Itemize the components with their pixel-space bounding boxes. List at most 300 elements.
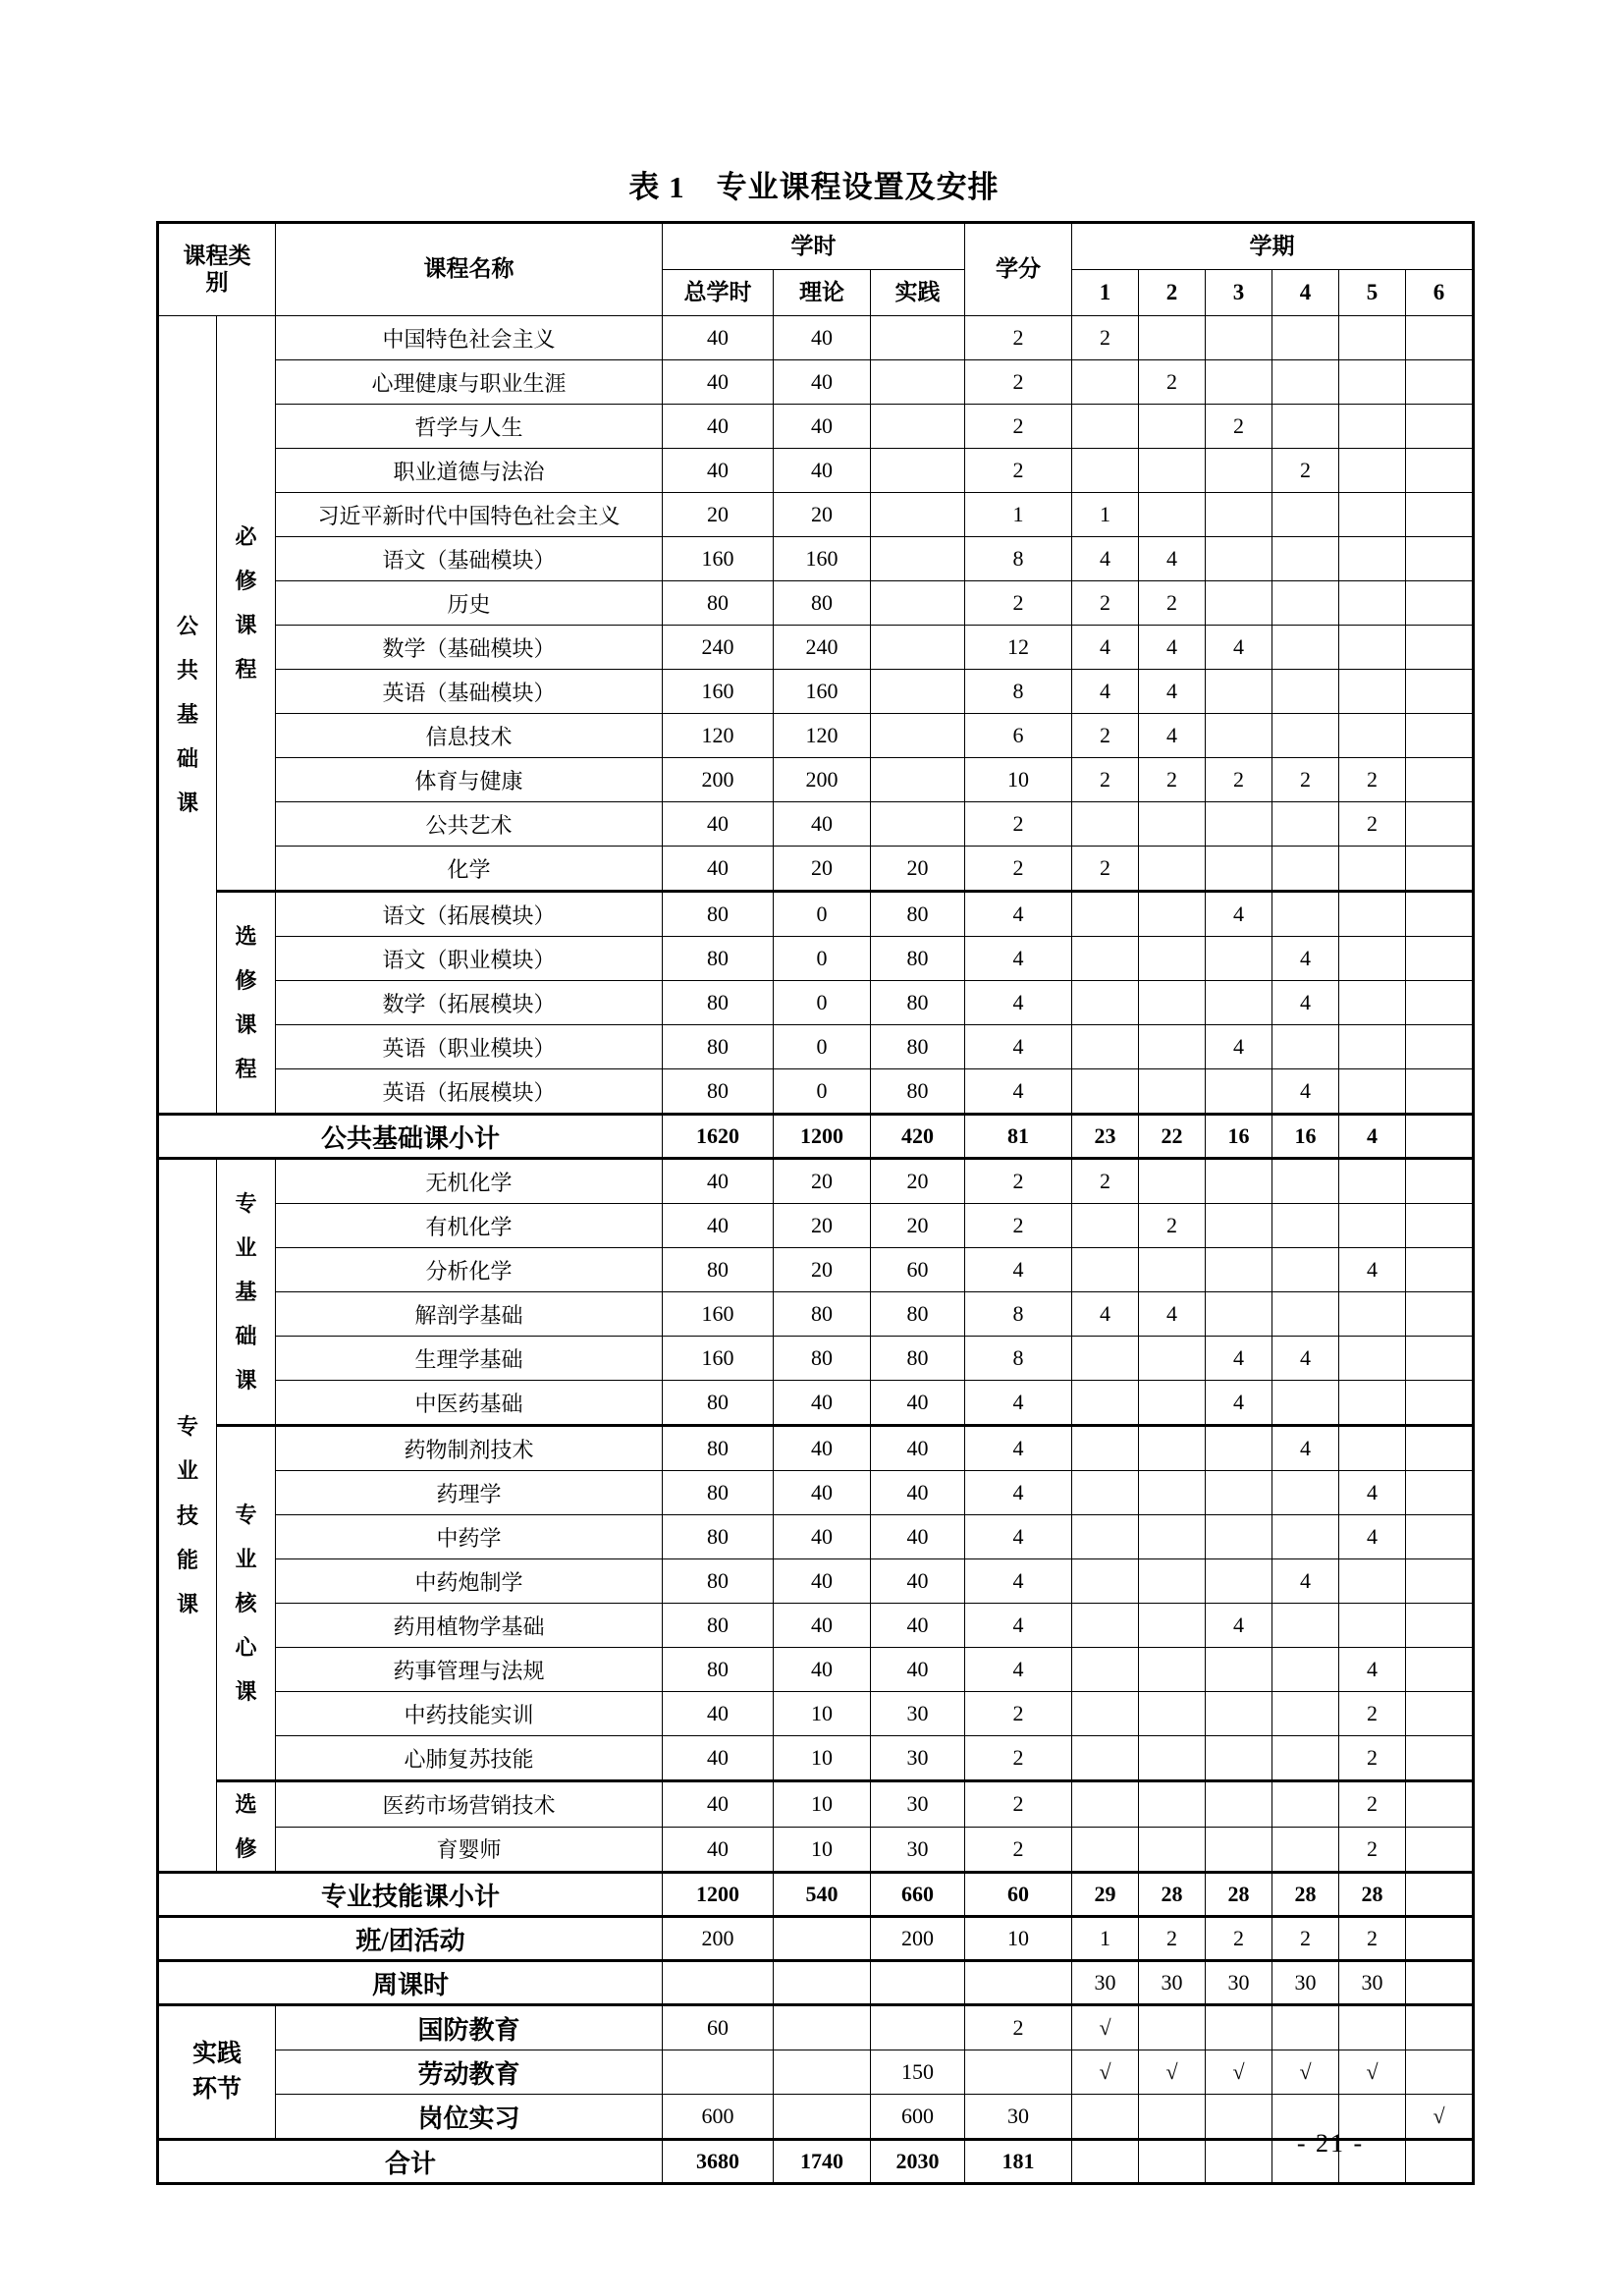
table-row xyxy=(158,1604,1474,1648)
semester-cell: 2 xyxy=(1139,1204,1206,1248)
semester-cell xyxy=(1072,1648,1139,1692)
semester-cell xyxy=(1206,1827,1272,1873)
semester-cell: 2 xyxy=(1139,758,1206,802)
semester-cell xyxy=(1406,405,1474,449)
practice-hours-cell xyxy=(871,537,965,581)
semester-cell xyxy=(1206,316,1272,360)
semester-cell xyxy=(1339,1025,1406,1069)
semester-cell: 4 xyxy=(1072,626,1139,670)
practice-hours-cell xyxy=(871,1961,965,2005)
semester-cell xyxy=(1339,537,1406,581)
course-name-cell: 心肺复苏技能 xyxy=(276,1736,663,1781)
practice-hours-cell: 80 xyxy=(871,1069,965,1115)
semester-cell: 2 xyxy=(1206,405,1272,449)
table-row xyxy=(158,1069,1474,1115)
semester-cell xyxy=(1206,1471,1272,1515)
semester-cell xyxy=(1206,1648,1272,1692)
total-hours-cell: 240 xyxy=(663,626,774,670)
semester-cell xyxy=(1339,316,1406,360)
semester-cell: 4 xyxy=(1206,1381,1272,1426)
semester-cell xyxy=(1272,626,1339,670)
course-name-cell: 分析化学 xyxy=(276,1248,663,1292)
total-hours-cell: 80 xyxy=(663,1559,774,1604)
course-name-cell: 劳动教育 xyxy=(276,2050,663,2095)
semester-cell xyxy=(1339,1559,1406,1604)
credits-cell: 2 xyxy=(965,581,1072,626)
semester-cell xyxy=(1072,405,1139,449)
credits-cell: 81 xyxy=(965,1115,1072,1159)
course-name-cell: 语文（拓展模块） xyxy=(276,892,663,937)
total-hours-cell xyxy=(663,2050,774,2095)
credits-cell: 2 xyxy=(965,847,1072,892)
credits-cell: 4 xyxy=(965,1248,1072,1292)
total-hours-cell: 160 xyxy=(663,1292,774,1337)
semester-cell xyxy=(1272,360,1339,405)
semester-cell: 2 xyxy=(1072,581,1139,626)
total-hours-cell xyxy=(663,1961,774,2005)
table-row xyxy=(158,1736,1474,1781)
semester-cell: 4 xyxy=(1139,714,1206,758)
semester-cell xyxy=(1139,1515,1206,1559)
semester-cell: 30 xyxy=(1272,1961,1339,2005)
semester-cell: 4 xyxy=(1339,1115,1406,1159)
total-hours-cell: 1620 xyxy=(663,1115,774,1159)
practice-hours-cell xyxy=(871,493,965,537)
credits-cell: 6 xyxy=(965,714,1072,758)
total-hours-cell: 80 xyxy=(663,937,774,981)
semester-cell xyxy=(1406,360,1474,405)
credits-cell: 8 xyxy=(965,1292,1072,1337)
semester-cell xyxy=(1072,2140,1139,2184)
header-hours: 学时 xyxy=(663,223,965,270)
semester-cell: 23 xyxy=(1072,1115,1139,1159)
course-name-cell: 班/团活动 xyxy=(158,1917,663,1961)
credits-cell: 4 xyxy=(965,1559,1072,1604)
semester-cell xyxy=(1072,1781,1139,1828)
semester-cell xyxy=(1406,981,1474,1025)
credits-cell: 2 xyxy=(965,1736,1072,1781)
theory-hours-cell: 1200 xyxy=(774,1115,871,1159)
credits-cell: 4 xyxy=(965,1648,1072,1692)
header-semester-3: 3 xyxy=(1206,270,1272,316)
credits-cell: 4 xyxy=(965,1381,1072,1426)
semester-cell: 2 xyxy=(1072,1159,1139,1204)
semester-cell xyxy=(1272,1292,1339,1337)
header-row-1 xyxy=(158,223,1474,270)
practice-hours-cell xyxy=(871,758,965,802)
semester-cell: 4 xyxy=(1139,1292,1206,1337)
practice-hours-cell: 40 xyxy=(871,1426,965,1471)
practice-hours-cell: 420 xyxy=(871,1115,965,1159)
semester-cell: 2 xyxy=(1339,802,1406,847)
semester-cell xyxy=(1072,892,1139,937)
semester-cell xyxy=(1206,537,1272,581)
table-row xyxy=(158,405,1474,449)
theory-hours-cell: 40 xyxy=(774,1381,871,1426)
semester-cell xyxy=(1139,1159,1206,1204)
semester-cell: √ xyxy=(1072,2050,1139,2095)
category-cell: 必 修 课 程 xyxy=(217,316,276,892)
total-hours-cell: 160 xyxy=(663,1337,774,1381)
theory-hours-cell: 40 xyxy=(774,1515,871,1559)
table-row xyxy=(158,1471,1474,1515)
theory-hours-cell: 1740 xyxy=(774,2140,871,2184)
theory-hours-cell: 0 xyxy=(774,892,871,937)
semester-cell xyxy=(1272,1025,1339,1069)
semester-cell xyxy=(1406,1115,1474,1159)
total-hours-cell: 80 xyxy=(663,981,774,1025)
table-row xyxy=(158,1827,1474,1873)
semester-cell xyxy=(1406,1515,1474,1559)
theory-hours-cell xyxy=(774,2050,871,2095)
semester-cell xyxy=(1272,1736,1339,1781)
table-row xyxy=(158,714,1474,758)
semester-cell xyxy=(1339,670,1406,714)
practice-hours-cell: 200 xyxy=(871,1917,965,1961)
semester-cell xyxy=(1272,1515,1339,1559)
semester-cell: 4 xyxy=(1072,670,1139,714)
table-row xyxy=(158,1648,1474,1692)
semester-cell xyxy=(1406,670,1474,714)
semester-cell xyxy=(1139,1781,1206,1828)
table-row xyxy=(158,493,1474,537)
total-hours-cell: 80 xyxy=(663,1025,774,1069)
table-row xyxy=(158,1292,1474,1337)
table-row xyxy=(158,758,1474,802)
course-name-cell: 合计 xyxy=(158,2140,663,2184)
semester-cell xyxy=(1406,1559,1474,1604)
semester-cell xyxy=(1272,2005,1339,2050)
semester-cell xyxy=(1139,405,1206,449)
total-hours-cell: 40 xyxy=(663,1827,774,1873)
course-name-cell: 药用植物学基础 xyxy=(276,1604,663,1648)
semester-cell xyxy=(1406,892,1474,937)
table-row xyxy=(158,316,1474,360)
semester-cell xyxy=(1139,1025,1206,1069)
credits-cell xyxy=(965,2050,1072,2095)
curriculum-table xyxy=(156,221,1475,2185)
semester-cell: 1 xyxy=(1072,493,1139,537)
semester-cell xyxy=(1339,1426,1406,1471)
table-row xyxy=(158,802,1474,847)
semester-cell: 4 xyxy=(1339,1648,1406,1692)
semester-cell: 2 xyxy=(1339,1736,1406,1781)
header-semester-5: 5 xyxy=(1339,270,1406,316)
header-credits: 学分 xyxy=(965,223,1072,316)
course-name-cell: 语文（基础模块） xyxy=(276,537,663,581)
semester-cell xyxy=(1206,802,1272,847)
semester-cell xyxy=(1406,714,1474,758)
table-row xyxy=(158,2005,1474,2050)
semester-cell xyxy=(1139,802,1206,847)
header-category: 课程类别 xyxy=(158,223,276,316)
semester-cell xyxy=(1206,670,1272,714)
semester-cell xyxy=(1406,1292,1474,1337)
total-hours-cell: 80 xyxy=(663,1515,774,1559)
semester-cell xyxy=(1406,1204,1474,1248)
semester-cell xyxy=(1272,316,1339,360)
table-row xyxy=(158,981,1474,1025)
table-row xyxy=(158,2050,1474,2095)
theory-hours-cell: 0 xyxy=(774,1025,871,1069)
semester-cell xyxy=(1139,1381,1206,1426)
semester-cell: 4 xyxy=(1139,670,1206,714)
theory-hours-cell: 80 xyxy=(774,1337,871,1381)
credits-cell: 2 xyxy=(965,360,1072,405)
semester-cell xyxy=(1072,449,1139,493)
semester-cell: √ xyxy=(1206,2050,1272,2095)
semester-cell: 2 xyxy=(1272,449,1339,493)
theory-hours-cell: 80 xyxy=(774,1292,871,1337)
semester-cell: 4 xyxy=(1272,1426,1339,1471)
semester-cell xyxy=(1072,360,1139,405)
semester-cell xyxy=(1139,892,1206,937)
credits-cell: 4 xyxy=(965,892,1072,937)
practice-hours-cell: 30 xyxy=(871,1692,965,1736)
course-name-cell: 国防教育 xyxy=(276,2005,663,2050)
semester-cell: √ xyxy=(1272,2050,1339,2095)
course-name-cell: 药理学 xyxy=(276,1471,663,1515)
semester-cell xyxy=(1406,537,1474,581)
total-hours-cell: 40 xyxy=(663,1204,774,1248)
semester-cell: 4 xyxy=(1139,626,1206,670)
page-number: - 21 - xyxy=(1296,2129,1365,2158)
semester-cell: 4 xyxy=(1272,937,1339,981)
credits-cell: 4 xyxy=(965,1471,1072,1515)
total-hours-cell: 3680 xyxy=(663,2140,774,2184)
course-name-cell: 周课时 xyxy=(158,1961,663,2005)
semester-cell xyxy=(1272,802,1339,847)
theory-hours-cell: 10 xyxy=(774,1781,871,1828)
semester-cell xyxy=(1072,1381,1139,1426)
practice-hours-cell: 20 xyxy=(871,1204,965,1248)
semester-cell xyxy=(1072,2095,1139,2140)
semester-cell xyxy=(1206,1559,1272,1604)
practice-hours-cell xyxy=(871,2005,965,2050)
course-name-cell: 语文（职业模块） xyxy=(276,937,663,981)
practice-hours-cell: 40 xyxy=(871,1515,965,1559)
semester-cell xyxy=(1206,1781,1272,1828)
semester-cell xyxy=(1406,1069,1474,1115)
table-row xyxy=(158,1426,1474,1471)
practice-hours-cell: 20 xyxy=(871,847,965,892)
semester-cell xyxy=(1406,1692,1474,1736)
semester-cell xyxy=(1406,802,1474,847)
total-hours-cell: 160 xyxy=(663,670,774,714)
semester-cell xyxy=(1272,1648,1339,1692)
semester-cell xyxy=(1206,2140,1272,2184)
semester-cell: 4 xyxy=(1339,1471,1406,1515)
semester-cell xyxy=(1339,405,1406,449)
header-semester-6: 6 xyxy=(1406,270,1474,316)
semester-cell xyxy=(1339,1604,1406,1648)
course-name-cell: 医药市场营销技术 xyxy=(276,1781,663,1828)
semester-cell xyxy=(1072,802,1139,847)
total-hours-cell: 40 xyxy=(663,1736,774,1781)
semester-cell: 2 xyxy=(1339,1692,1406,1736)
credits-cell: 12 xyxy=(965,626,1072,670)
semester-cell: 4 xyxy=(1072,1292,1139,1337)
category-cell: 选 修 xyxy=(217,1781,276,1873)
theory-hours-cell: 160 xyxy=(774,537,871,581)
semester-cell: 4 xyxy=(1206,1025,1272,1069)
semester-cell xyxy=(1139,1426,1206,1471)
semester-cell xyxy=(1406,2140,1474,2184)
semester-cell xyxy=(1072,1248,1139,1292)
credits-cell: 2 xyxy=(965,1204,1072,1248)
course-name-cell: 中国特色社会主义 xyxy=(276,316,663,360)
theory-hours-cell: 10 xyxy=(774,1827,871,1873)
practice-hours-cell xyxy=(871,449,965,493)
practice-hours-cell: 150 xyxy=(871,2050,965,2095)
semester-cell xyxy=(1072,1337,1139,1381)
header-practice-hours: 实践 xyxy=(871,270,965,316)
semester-cell xyxy=(1406,847,1474,892)
table-row xyxy=(158,1337,1474,1381)
semester-cell xyxy=(1139,316,1206,360)
semester-cell: 28 xyxy=(1206,1873,1272,1917)
semester-cell xyxy=(1406,1426,1474,1471)
header-semester-1: 1 xyxy=(1072,270,1139,316)
semester-cell xyxy=(1272,581,1339,626)
semester-cell xyxy=(1072,1604,1139,1648)
semester-cell xyxy=(1206,360,1272,405)
semester-cell xyxy=(1339,714,1406,758)
credits-cell: 2 xyxy=(965,1159,1072,1204)
total-hours-cell: 80 xyxy=(663,1069,774,1115)
credits-cell: 4 xyxy=(965,1515,1072,1559)
semester-cell: 4 xyxy=(1206,626,1272,670)
semester-cell xyxy=(1072,1426,1139,1471)
semester-cell xyxy=(1339,626,1406,670)
semester-cell: 4 xyxy=(1339,1248,1406,1292)
semester-cell: 28 xyxy=(1139,1873,1206,1917)
table-row xyxy=(158,449,1474,493)
semester-cell xyxy=(1072,981,1139,1025)
table-row xyxy=(158,1248,1474,1292)
semester-cell xyxy=(1272,1471,1339,1515)
table-row xyxy=(158,537,1474,581)
practice-hours-cell: 20 xyxy=(871,1159,965,1204)
theory-hours-cell: 20 xyxy=(774,493,871,537)
semester-cell xyxy=(1406,2050,1474,2095)
semester-cell xyxy=(1406,1961,1474,2005)
semester-cell xyxy=(1339,1069,1406,1115)
semester-cell: 22 xyxy=(1139,1115,1206,1159)
semester-cell xyxy=(1406,937,1474,981)
header-semester-4: 4 xyxy=(1272,270,1339,316)
semester-cell xyxy=(1272,1381,1339,1426)
total-hours-cell: 40 xyxy=(663,449,774,493)
theory-hours-cell: 40 xyxy=(774,405,871,449)
total-hours-cell: 80 xyxy=(663,1648,774,1692)
semester-cell xyxy=(1072,1827,1139,1873)
total-hours-cell: 40 xyxy=(663,1781,774,1828)
theory-hours-cell: 240 xyxy=(774,626,871,670)
semester-cell xyxy=(1339,1292,1406,1337)
semester-cell xyxy=(1339,937,1406,981)
credits-cell: 4 xyxy=(965,1604,1072,1648)
course-name-cell: 有机化学 xyxy=(276,1204,663,1248)
total-hours-cell: 40 xyxy=(663,360,774,405)
practice-hours-cell: 80 xyxy=(871,937,965,981)
semester-cell xyxy=(1406,1025,1474,1069)
total-hours-cell: 40 xyxy=(663,1159,774,1204)
semester-cell xyxy=(1139,1736,1206,1781)
semester-cell xyxy=(1206,1069,1272,1115)
total-hours-cell: 80 xyxy=(663,1381,774,1426)
semester-cell xyxy=(1072,1471,1139,1515)
semester-cell xyxy=(1206,1692,1272,1736)
semester-cell xyxy=(1139,1604,1206,1648)
course-name-cell: 英语（拓展模块） xyxy=(276,1069,663,1115)
semester-cell: 30 xyxy=(1206,1961,1272,2005)
semester-cell: 2 xyxy=(1072,758,1139,802)
semester-cell: 4 xyxy=(1272,1559,1339,1604)
semester-cell xyxy=(1206,2095,1272,2140)
course-name-cell: 中药炮制学 xyxy=(276,1559,663,1604)
semester-cell xyxy=(1272,493,1339,537)
theory-hours-cell: 40 xyxy=(774,316,871,360)
credits-cell: 4 xyxy=(965,1069,1072,1115)
credits-cell: 10 xyxy=(965,758,1072,802)
theory-hours-cell xyxy=(774,2095,871,2140)
header-theory-hours: 理论 xyxy=(774,270,871,316)
course-name-cell: 药物制剂技术 xyxy=(276,1426,663,1471)
semester-cell: 4 xyxy=(1272,1337,1339,1381)
table-title: 表 1 专业课程设置及安排 xyxy=(628,170,1000,204)
credits-cell: 2 xyxy=(965,316,1072,360)
practice-hours-cell xyxy=(871,316,965,360)
semester-cell: 2 xyxy=(1339,1827,1406,1873)
semester-cell: 2 xyxy=(1072,316,1139,360)
credits-cell: 30 xyxy=(965,2095,1072,2140)
theory-hours-cell: 20 xyxy=(774,1248,871,1292)
total-hours-cell: 60 xyxy=(663,2005,774,2050)
practice-hours-cell: 80 xyxy=(871,892,965,937)
table-row xyxy=(158,892,1474,937)
table-row xyxy=(158,581,1474,626)
practice-hours-cell: 40 xyxy=(871,1604,965,1648)
table-body xyxy=(158,316,1474,2184)
semester-cell: 1 xyxy=(1072,1917,1139,1961)
semester-cell xyxy=(1139,1559,1206,1604)
credits-cell: 2 xyxy=(965,405,1072,449)
course-name-cell: 中医药基础 xyxy=(276,1381,663,1426)
practice-hours-cell: 30 xyxy=(871,1827,965,1873)
semester-cell xyxy=(1406,581,1474,626)
semester-cell xyxy=(1072,1025,1139,1069)
semester-cell: 4 xyxy=(1072,537,1139,581)
credits-cell: 8 xyxy=(965,1337,1072,1381)
credits-cell: 10 xyxy=(965,1917,1072,1961)
category-cell: 选 修 课 程 xyxy=(217,892,276,1115)
credits-cell: 181 xyxy=(965,2140,1072,2184)
semester-cell: 2 xyxy=(1139,581,1206,626)
table-row xyxy=(158,1204,1474,1248)
semester-cell xyxy=(1339,1381,1406,1426)
practice-hours-cell: 60 xyxy=(871,1248,965,1292)
semester-cell: √ xyxy=(1406,2095,1474,2140)
semester-cell xyxy=(1406,626,1474,670)
total-hours-cell: 80 xyxy=(663,1471,774,1515)
semester-cell: 16 xyxy=(1206,1115,1272,1159)
practice-hours-cell xyxy=(871,405,965,449)
semester-cell xyxy=(1206,493,1272,537)
semester-cell xyxy=(1339,2005,1406,2050)
course-name-cell: 公共基础课小计 xyxy=(158,1115,663,1159)
semester-cell: 2 xyxy=(1072,847,1139,892)
